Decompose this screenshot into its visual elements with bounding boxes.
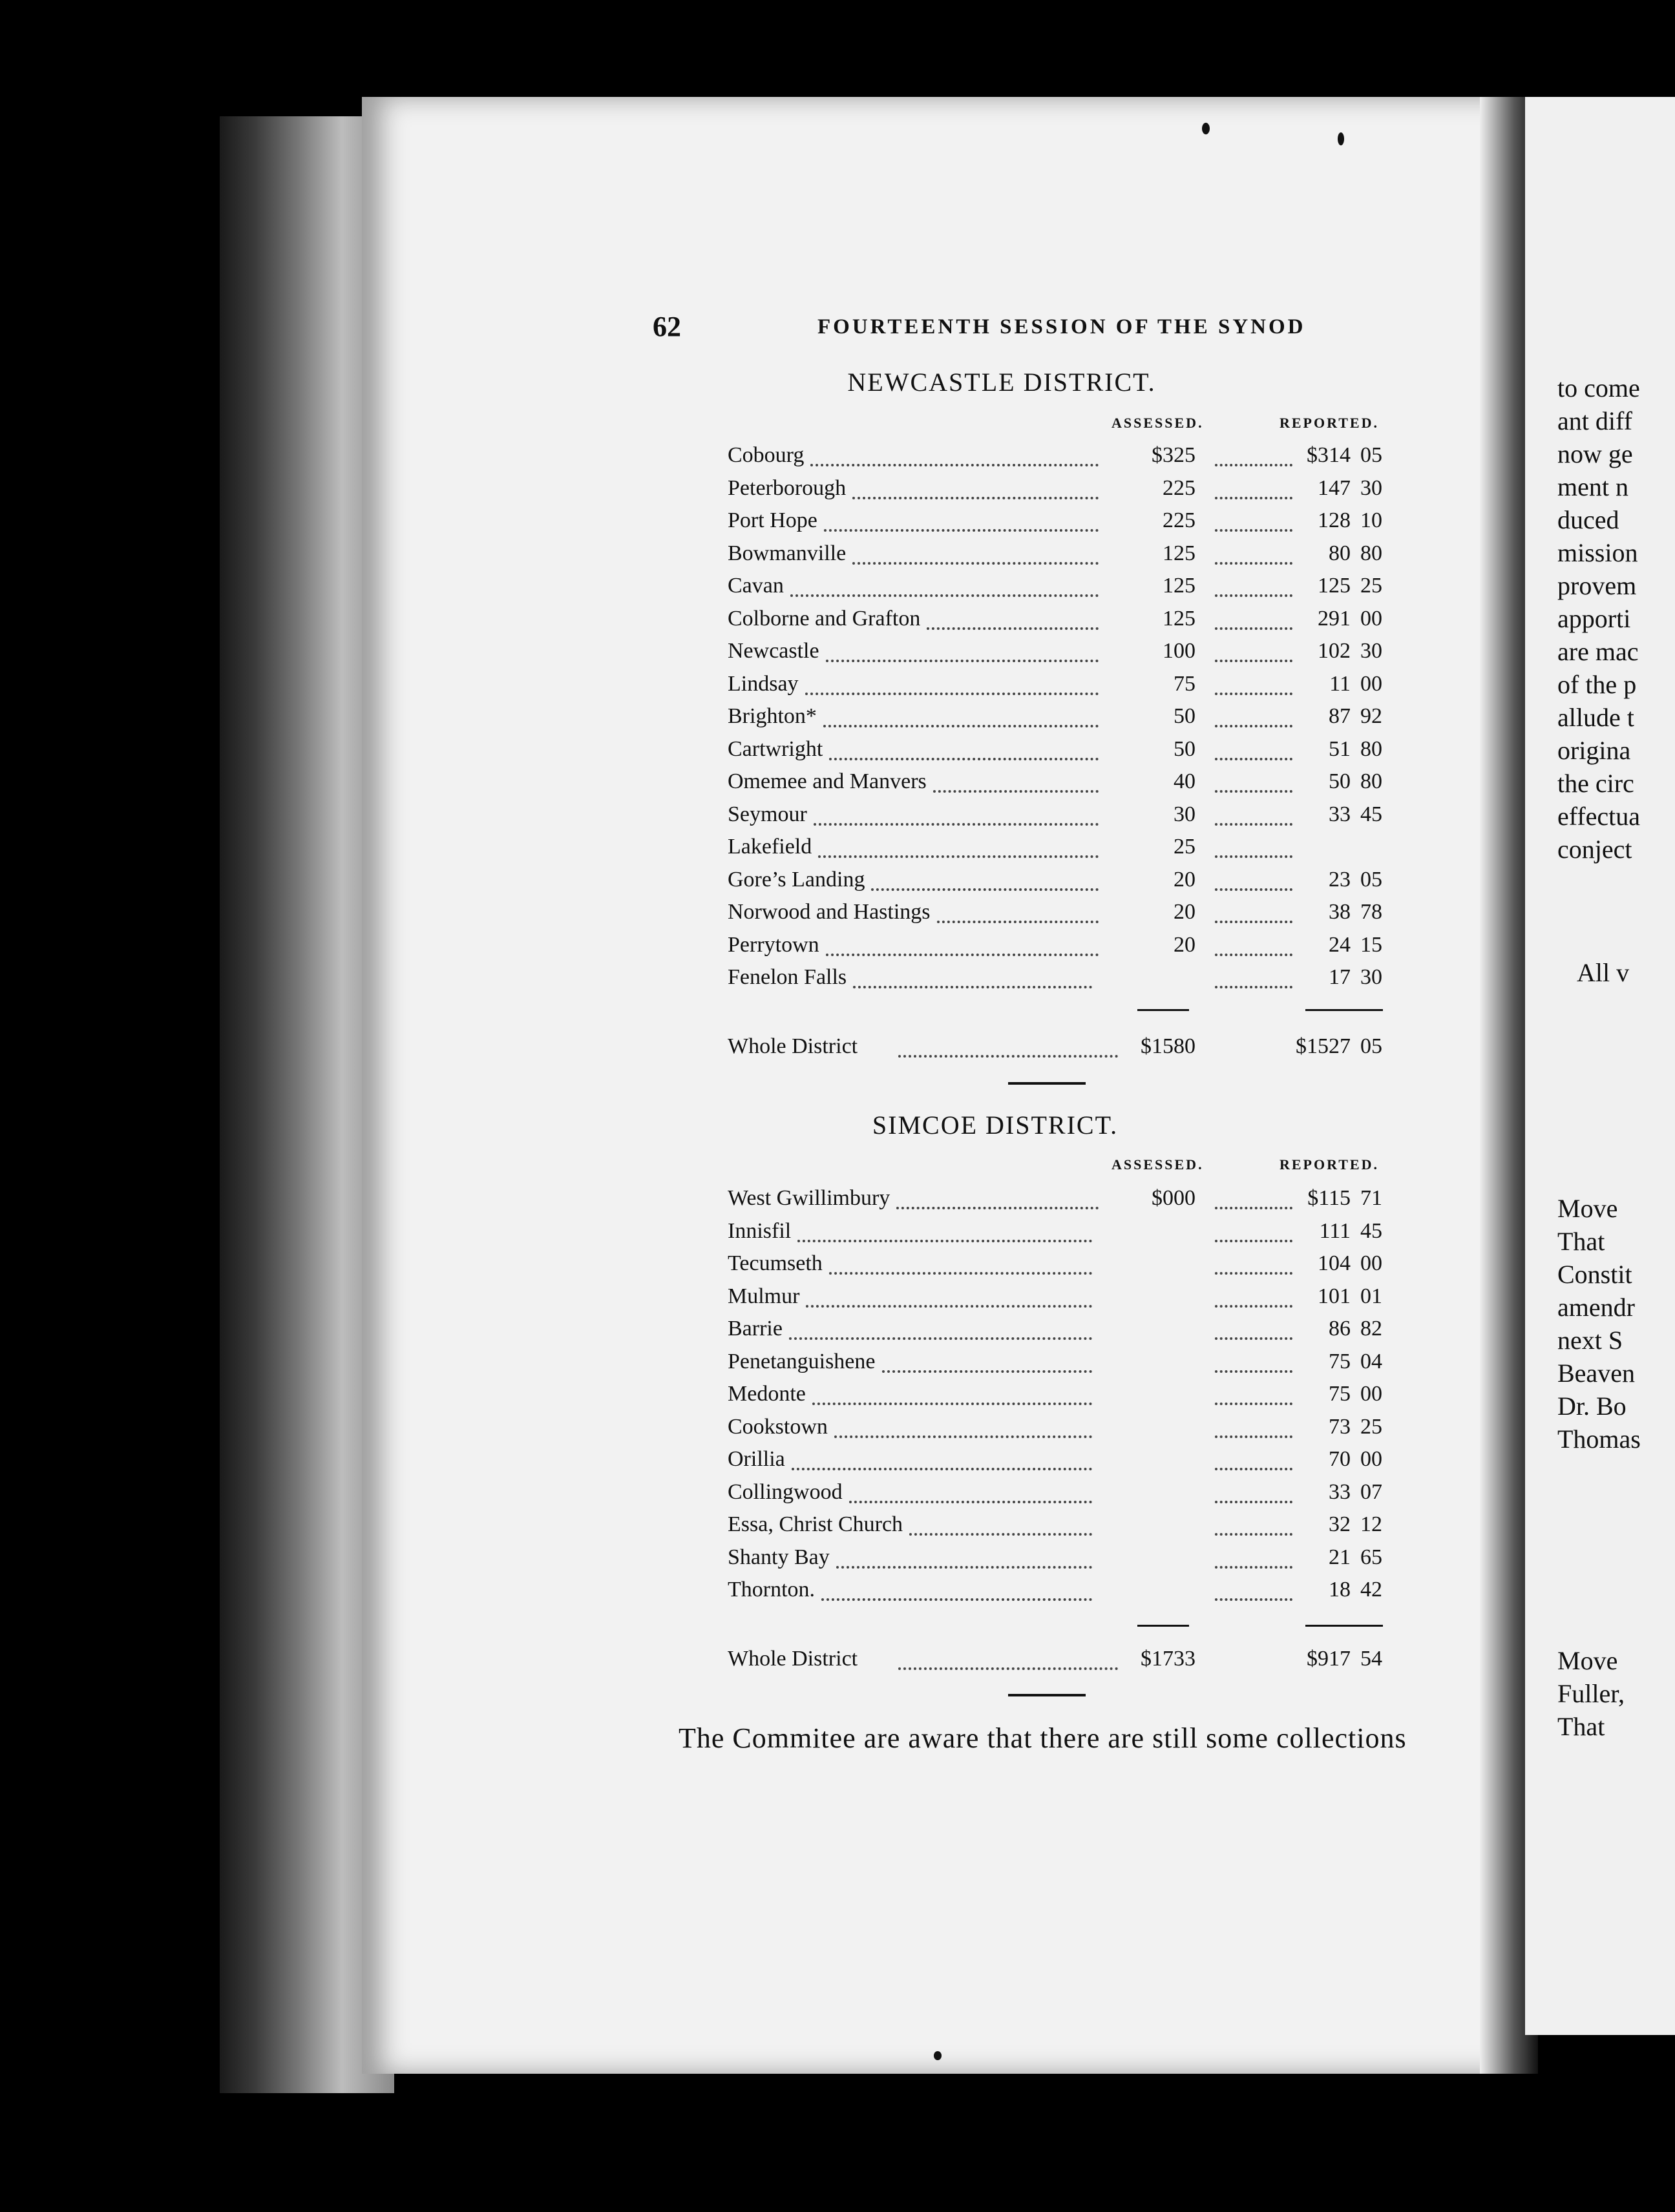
leader-dots <box>814 791 1099 826</box>
newcastle-district-title: NEWCASTLE DISTRICT. <box>847 368 1156 397</box>
right-page-line: duced <box>1557 505 1619 534</box>
leader-dots <box>898 1635 1118 1670</box>
right-page-top-text <box>1557 371 1675 866</box>
leader-dots <box>1215 856 1292 891</box>
place-name: Perrytown <box>728 932 819 957</box>
leader-dots <box>824 497 1099 532</box>
right-page-line: ment n <box>1557 472 1628 501</box>
total-reported: $1527 <box>1296 1034 1351 1058</box>
right-page-line: origina <box>1557 736 1631 765</box>
assessed-value: 225 <box>1163 508 1196 532</box>
leader-dots <box>1215 595 1292 630</box>
running-title: FOURTEENTH SESSION OF THE SYNOD <box>817 315 1306 339</box>
right-page-line: effectua <box>1557 802 1641 831</box>
simcoe-district-title: SIMCOE DISTRICT. <box>872 1111 1119 1140</box>
right-page-all-line <box>1557 956 1675 989</box>
leader-dots <box>1215 562 1292 597</box>
reported-rule <box>1305 1625 1383 1627</box>
right-page-line: of the p <box>1557 670 1637 699</box>
reported-header: REPORTED. <box>1280 1156 1379 1173</box>
leader-dots <box>937 888 1099 923</box>
leader-dots <box>1215 954 1292 988</box>
reported-value: 32 <box>1329 1512 1351 1536</box>
leader-dots <box>849 1468 1092 1503</box>
assessed-value: 20 <box>1174 932 1196 957</box>
right-page-line: Thomas <box>1557 1424 1641 1454</box>
total-label: Whole District <box>728 1034 858 1058</box>
reported-value: 23 <box>1329 867 1351 892</box>
leader-dots <box>1215 1501 1292 1536</box>
leader-dots <box>1215 1566 1292 1601</box>
right-page-line: Dr. Bo <box>1557 1392 1627 1421</box>
leader-dots <box>1215 1435 1292 1470</box>
reported-value: 101 <box>1318 1284 1351 1308</box>
leader-dots <box>1215 758 1292 793</box>
place-name: Cobourg <box>728 443 805 467</box>
reported-cents: 45 <box>1360 802 1382 826</box>
reported-value: 75 <box>1329 1349 1351 1373</box>
reported-value: 18 <box>1329 1578 1351 1602</box>
total-assessed: $1733 <box>1141 1647 1196 1671</box>
reported-cents: 42 <box>1360 1578 1382 1602</box>
leader-dots <box>829 1240 1092 1275</box>
right-page-line: to come <box>1557 373 1640 402</box>
reported-value: 51 <box>1329 736 1351 761</box>
leader-dots <box>818 823 1099 858</box>
total-label: Whole District <box>728 1647 858 1671</box>
leader-dots <box>826 921 1099 956</box>
ink-smudge <box>1338 132 1344 145</box>
newcastle-table <box>724 439 1396 994</box>
place-name: Fenelon Falls <box>728 965 847 989</box>
place-name: Lakefield <box>728 835 812 859</box>
reported-value: 33 <box>1329 802 1351 826</box>
section-divider <box>1008 1694 1086 1696</box>
place-name: Collingwood <box>728 1479 843 1504</box>
section-divider <box>1008 1082 1086 1085</box>
reported-value: $115 <box>1307 1186 1351 1210</box>
reported-cents: 04 <box>1360 1349 1382 1373</box>
right-page-line: conject <box>1557 835 1632 864</box>
reported-cents: 12 <box>1360 1512 1382 1536</box>
reported-value: 24 <box>1329 932 1351 957</box>
assessed-value: 25 <box>1174 835 1196 859</box>
place-name: Shanty Bay <box>728 1545 830 1569</box>
reported-cents: 80 <box>1360 769 1382 793</box>
leader-dots <box>1215 1338 1292 1373</box>
assessed-value: 30 <box>1174 802 1196 826</box>
reported-rule <box>1305 1009 1383 1011</box>
leader-dots <box>852 464 1099 499</box>
leader-dots <box>1215 464 1292 499</box>
place-name: Brighton* <box>728 704 817 728</box>
reported-cents: 00 <box>1360 606 1382 631</box>
place-name: Penetanguishene <box>728 1349 876 1373</box>
reported-value: 125 <box>1318 574 1351 598</box>
assessed-header: ASSESSED. <box>1111 415 1204 431</box>
leader-dots <box>1215 888 1292 923</box>
leader-dots <box>797 1207 1092 1242</box>
reported-value: 50 <box>1329 769 1351 793</box>
place-name: Port Hope <box>728 508 817 532</box>
reported-cents: 30 <box>1360 965 1382 989</box>
assessed-value: 100 <box>1163 639 1196 663</box>
right-page-line: That <box>1557 1712 1605 1741</box>
leader-dots <box>1215 660 1292 695</box>
right-page-line: apporti <box>1557 604 1631 633</box>
place-name: Peterborough <box>728 475 847 500</box>
place-name: Thornton. <box>728 1578 816 1602</box>
place-name: Norwood and Hastings <box>728 900 931 924</box>
reported-cents: 00 <box>1360 1447 1382 1471</box>
leader-dots <box>810 432 1099 466</box>
reported-value: $314 <box>1307 443 1351 467</box>
leader-dots <box>806 1273 1092 1308</box>
place-name: Seymour <box>728 802 807 826</box>
reported-value: 87 <box>1329 704 1351 728</box>
place-name: Colborne and Grafton <box>728 606 921 631</box>
assessed-value: 75 <box>1174 671 1196 696</box>
assessed-value: 50 <box>1174 704 1196 728</box>
leader-dots <box>896 1174 1099 1209</box>
reported-value: 38 <box>1329 900 1351 924</box>
reported-value: 147 <box>1318 475 1351 500</box>
leader-dots <box>898 1023 1118 1058</box>
leader-dots <box>823 693 1099 727</box>
assessed-value: 125 <box>1163 574 1196 598</box>
reported-cents: 92 <box>1360 704 1382 728</box>
reported-cents: 25 <box>1360 1414 1382 1439</box>
right-page-line: Fuller, <box>1557 1679 1625 1708</box>
assessed-value: 225 <box>1163 475 1196 500</box>
reported-value: 291 <box>1318 606 1351 631</box>
reported-cents: 78 <box>1360 900 1382 924</box>
reported-cents: 10 <box>1360 508 1382 532</box>
place-name: Cookstown <box>728 1414 828 1439</box>
ink-smudge <box>934 2051 942 2060</box>
right-page-bottom-text <box>1557 1644 1675 1743</box>
place-name: Innisfil <box>728 1218 792 1243</box>
reported-value: 11 <box>1329 671 1351 696</box>
reported-cents: 00 <box>1360 1251 1382 1275</box>
leader-dots <box>826 627 1099 662</box>
assessed-value: 125 <box>1163 606 1196 631</box>
reported-value: 104 <box>1318 1251 1351 1275</box>
leader-dots <box>790 562 1099 597</box>
leader-dots <box>853 954 1092 988</box>
leader-dots <box>1215 1468 1292 1503</box>
reported-cents: 80 <box>1360 736 1382 761</box>
assessed-value: 40 <box>1174 769 1196 793</box>
simcoe-total-rules <box>724 1625 1396 1631</box>
place-name: Orillia <box>728 1447 785 1471</box>
assessed-value: $000 <box>1152 1186 1196 1210</box>
assessed-value: $325 <box>1152 443 1196 467</box>
place-name: West Gwillimbury <box>728 1186 890 1210</box>
place-name: Mulmur <box>728 1284 800 1308</box>
right-page-line: mission <box>1557 538 1638 567</box>
reported-value: 33 <box>1329 1479 1351 1504</box>
reported-value: 17 <box>1329 965 1351 989</box>
leader-dots <box>1215 1240 1292 1275</box>
reported-cents: 82 <box>1360 1317 1382 1341</box>
place-name: Medonte <box>728 1382 806 1406</box>
leader-dots <box>805 660 1099 695</box>
leader-dots <box>1215 1305 1292 1340</box>
leader-dots <box>871 856 1099 891</box>
ink-smudge <box>1202 123 1210 134</box>
reported-cents: 00 <box>1360 1382 1382 1406</box>
assessed-value: 50 <box>1174 736 1196 761</box>
reported-cents: 45 <box>1360 1218 1382 1243</box>
leader-dots <box>792 1435 1092 1470</box>
reported-cents: 25 <box>1360 574 1382 598</box>
total-reported-cents: 05 <box>1360 1034 1382 1058</box>
total-assessed: $1580 <box>1141 1034 1196 1058</box>
table-row <box>724 961 1396 994</box>
right-page-line: Move <box>1557 1646 1618 1675</box>
right-page-line: the circ <box>1557 769 1634 798</box>
right-page-line: amendr <box>1557 1293 1635 1322</box>
right-page-line: are mac <box>1557 637 1639 666</box>
leader-dots <box>812 1370 1092 1405</box>
leader-dots <box>1215 1534 1292 1569</box>
leader-dots <box>882 1338 1092 1373</box>
newcastle-total-rules <box>724 1009 1396 1016</box>
place-name: Tecumseth <box>728 1251 823 1275</box>
reported-value: 70 <box>1329 1447 1351 1471</box>
leader-dots <box>1215 791 1292 826</box>
reported-value: 102 <box>1318 639 1351 663</box>
reported-cents: 65 <box>1360 1545 1382 1569</box>
reported-value: 80 <box>1329 541 1351 565</box>
reported-cents: 01 <box>1360 1284 1382 1308</box>
right-page-line: That <box>1557 1227 1605 1256</box>
leader-dots <box>1215 1207 1292 1242</box>
leader-dots <box>1215 497 1292 532</box>
simcoe-table <box>724 1182 1396 1607</box>
total-reported-cents: 54 <box>1360 1647 1382 1671</box>
leader-dots <box>1215 627 1292 662</box>
leader-dots <box>1215 530 1292 565</box>
right-page-line: next S <box>1557 1326 1623 1355</box>
reported-cents: 05 <box>1360 867 1382 892</box>
reported-value: 21 <box>1329 1545 1351 1569</box>
assessed-value: 125 <box>1163 541 1196 565</box>
reported-header: REPORTED. <box>1280 415 1379 431</box>
reported-cents: 30 <box>1360 475 1382 500</box>
leader-dots <box>821 1566 1092 1601</box>
leader-dots <box>789 1305 1092 1340</box>
right-page-mid-text <box>1557 1192 1675 1456</box>
right-page-line: ant diff <box>1557 406 1632 435</box>
place-name: Lindsay <box>728 671 799 696</box>
leader-dots <box>836 1534 1092 1569</box>
leader-dots <box>1215 1273 1292 1308</box>
leader-dots <box>852 530 1099 565</box>
reported-cents: 07 <box>1360 1479 1382 1504</box>
leader-dots <box>829 725 1099 760</box>
place-name: Essa, Christ Church <box>728 1512 903 1536</box>
place-name: Bowmanville <box>728 541 847 565</box>
leader-dots <box>1215 921 1292 956</box>
place-name: Cavan <box>728 574 784 598</box>
right-page-line: Move <box>1557 1194 1618 1223</box>
right-page-line: allude t <box>1557 703 1634 732</box>
right-all-line: All v <box>1577 958 1630 987</box>
simcoe-total-row <box>724 1643 1396 1675</box>
assessed-value: 20 <box>1174 900 1196 924</box>
leader-dots <box>1215 725 1292 760</box>
reported-cents: 05 <box>1360 443 1382 467</box>
reported-cents: 30 <box>1360 639 1382 663</box>
assessed-rule <box>1137 1009 1189 1011</box>
leader-dots <box>1215 693 1292 727</box>
place-name: Cartwright <box>728 736 823 761</box>
reported-value: 111 <box>1319 1218 1351 1243</box>
place-name: Gore’s Landing <box>728 867 865 892</box>
reported-value: 86 <box>1329 1317 1351 1341</box>
leader-dots <box>927 595 1099 630</box>
leader-dots <box>1215 1174 1292 1209</box>
table-row <box>724 1574 1396 1607</box>
right-page-line: now ge <box>1557 439 1633 468</box>
assessed-value: 20 <box>1174 867 1196 892</box>
reported-value: 73 <box>1329 1414 1351 1439</box>
right-page-line: Beaven <box>1557 1359 1635 1388</box>
right-page-line: provem <box>1557 571 1637 600</box>
total-reported: $917 <box>1307 1647 1351 1671</box>
reported-value: 75 <box>1329 1382 1351 1406</box>
leader-dots <box>1215 823 1292 858</box>
leader-dots <box>834 1403 1092 1438</box>
reported-cents: 71 <box>1360 1186 1382 1210</box>
closing-paragraph: The Commitee are aware that there are still some collections <box>679 1722 1407 1754</box>
place-name: Barrie <box>728 1317 783 1341</box>
leader-dots <box>909 1501 1092 1536</box>
assessed-rule <box>1137 1625 1189 1627</box>
leader-dots <box>933 758 1099 793</box>
assessed-header: ASSESSED. <box>1111 1156 1204 1173</box>
leader-dots <box>1215 1370 1292 1405</box>
reported-cents: 00 <box>1360 671 1382 696</box>
place-name: Omemee and Manvers <box>728 769 927 793</box>
reported-cents: 80 <box>1360 541 1382 565</box>
newcastle-total-row <box>724 1030 1396 1063</box>
reported-cents: 15 <box>1360 932 1382 957</box>
leader-dots <box>1215 432 1292 466</box>
reported-value: 128 <box>1318 508 1351 532</box>
place-name: Newcastle <box>728 639 819 663</box>
right-page-line: Constit <box>1557 1260 1632 1289</box>
leader-dots <box>1215 1403 1292 1438</box>
page-number: 62 <box>653 311 681 342</box>
